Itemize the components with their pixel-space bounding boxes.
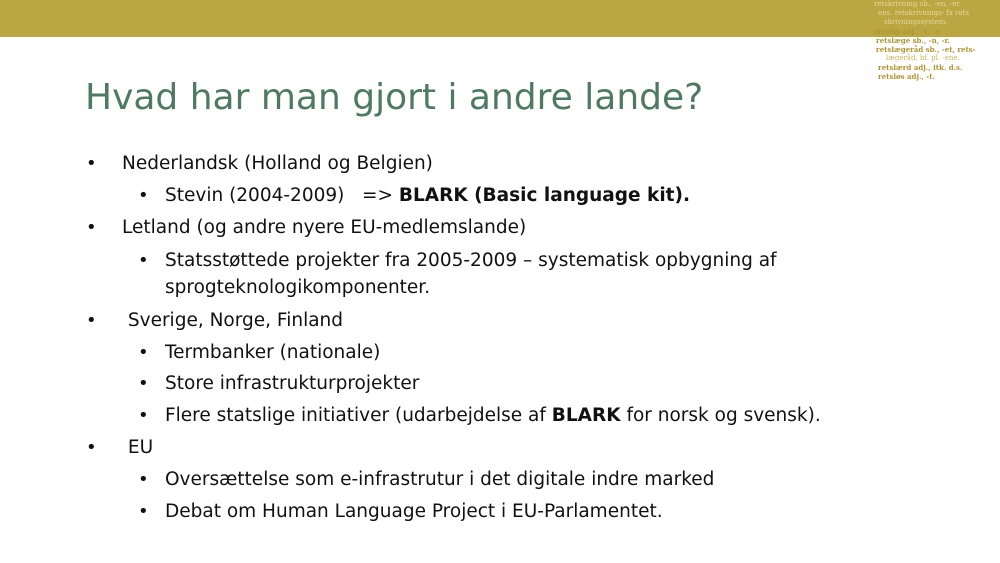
logo-line: ens. retskrivnings- fx rets xyxy=(878,9,969,17)
bullet-icon: • xyxy=(138,501,149,522)
list-item xyxy=(122,148,433,180)
list-item-text: sprogteknologikomponenter. xyxy=(165,277,431,298)
logo-line: skrivningssystem. xyxy=(884,18,948,26)
list-item xyxy=(165,180,690,212)
list-item-text: Debat om Human Language Project i EU-Parlamentet. xyxy=(165,501,663,522)
bullet-icon: • xyxy=(138,342,149,363)
list-item xyxy=(165,368,419,400)
list-item-text: Termbanker (nationale) xyxy=(165,342,381,363)
list-item-text: Letland (og andre nyere EU-medlemslande) xyxy=(122,217,527,238)
list-item xyxy=(165,464,714,496)
logo-line: lægeråd, bf. pl. -ene. xyxy=(886,54,960,62)
list-item-text: Sverige, Norge, Finland xyxy=(122,310,344,331)
list-item-text: Store infrastrukturprojekter xyxy=(165,373,420,394)
logo-line: retsløs adj., -t. xyxy=(878,72,935,81)
logo-line: retslæge sb., -n, -r. xyxy=(876,36,950,45)
list-item xyxy=(165,337,380,369)
top-banner xyxy=(0,0,1000,37)
logo-line: retslig adj., -t, -e. xyxy=(874,27,943,36)
logo-line: retslærd adj., itk. d.s. xyxy=(878,63,963,72)
list-item xyxy=(122,305,343,337)
bullet-icon: • xyxy=(138,185,149,206)
list-item-bold-text: BLARK xyxy=(551,405,621,426)
logo-line: retskrivning sb., -en, -er xyxy=(874,0,960,8)
bullet-icon: • xyxy=(138,373,149,394)
list-item xyxy=(122,212,526,244)
bullet-icon: • xyxy=(138,250,149,271)
list-item-text: EU xyxy=(122,437,154,458)
list-item-text: for norsk og svensk). xyxy=(620,405,821,426)
logo-line: retslægeråd sb., -et, rets- xyxy=(876,45,976,54)
list-item-text: Statsstøttede projekter fra 2005-2009 – systematisk opbygning af xyxy=(165,250,777,271)
list-item-text: Oversættelse som e-infrastrutur i det digitale indre marked xyxy=(165,469,715,490)
bullet-icon: • xyxy=(86,217,97,238)
list-item-text: Flere statslige initiativer (udarbejdelse af xyxy=(165,405,552,426)
slide-title: Hvad har man gjort i andre lande? xyxy=(85,77,704,118)
bullet-icon: • xyxy=(86,310,97,331)
list-item-text: Stevin (2004-2009) => xyxy=(165,185,399,206)
dictionary-logo xyxy=(868,0,1000,95)
bullet-icon: • xyxy=(86,153,97,174)
list-item-text: Nederlandsk (Holland og Belgien) xyxy=(122,153,433,174)
list-item xyxy=(122,432,153,464)
bullet-icon: • xyxy=(138,469,149,490)
bullet-icon: • xyxy=(86,437,97,458)
bullet-icon: • xyxy=(138,405,149,426)
list-item xyxy=(165,400,821,432)
list-item-continuation xyxy=(165,272,430,304)
list-item-bold-text: BLARK (Basic language kit). xyxy=(398,185,690,206)
list-item xyxy=(165,496,663,528)
